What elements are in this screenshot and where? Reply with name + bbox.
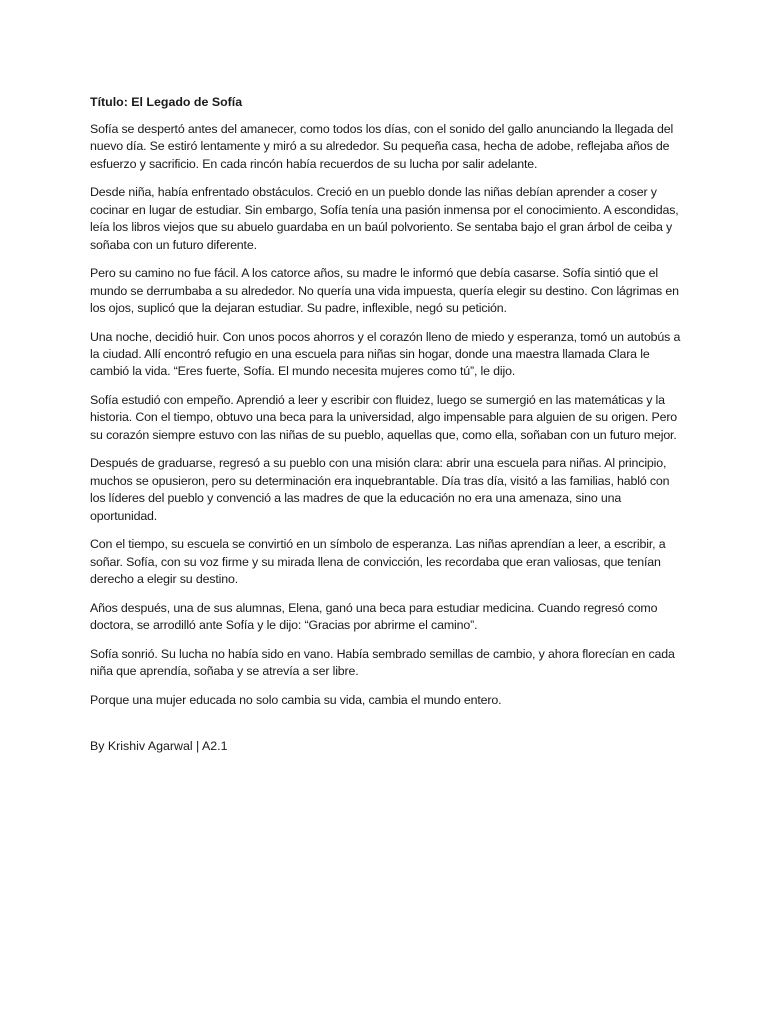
paragraph-6: Después de graduarse, regresó a su pueblo con una misión clara: abrir una escuela para niñas. Al principio, muchos se opusieron, pero su determinación era inquebrantable. Día tras día, visitó a las familias, habló con los líderes del pueblo y convenció a las madres de que la educación no era una amenaza, sino una oportunidad.: [90, 456, 670, 523]
paragraph-2: Desde niña, había enfrentado obstáculos. Creció en un pueblo donde las niñas debían aprender a coser y cocinar en lugar de estudiar. Sin embargo, Sofía tenía una pasión inmensa por el conocimiento. A escondidas, leía los libros viejos que su abuelo guardaba en un baúl polvoriento. Se sentaba bajo el gran árbol de ceiba y soñaba con un futuro diferente.: [90, 185, 679, 252]
document-title: Título: El Legado de Sofía: [90, 95, 243, 109]
paragraph-3: Pero su camino no fue fácil. A los catorce años, su madre le informó que debía casarse. Sofía sintió que el mundo se derrumbaba a su alrededor. No quería una vida impuesta, quería elegir su destino. Con lágrimas en los ojos, suplicó que la dejaran estudiar. Su padre, inflexible, negó su petición.: [90, 266, 679, 316]
paragraph-5: Sofía estudió con empeño. Aprendió a leer y escribir con fluidez, luego se sumergió en las matemáticas y la historia. Con el tiempo, obtuvo una beca para la universidad, algo impensable para alguien de su origen. Pero su corazón siempre estuvo con las niñas de su pueblo, aquellas que, como ella, soñaban con un futuro mejor.: [90, 393, 678, 442]
paragraph-7: Con el tiempo, su escuela se convirtió en un símbolo de esperanza. Las niñas aprendían a leer, a escribir, a soñar. Sofía, con su voz firme y su mirada llena de convicción, les recordaba que eran valiosas, que tenían derecho a elegir su destino.: [90, 537, 666, 587]
paragraph-4: Una noche, decidió huir. Con unos pocos ahorros y el corazón lleno de miedo y esperanza, tomó un autobús a la ciudad. Allí encontró refugio en una escuela para niñas sin hogar, donde una maestra llamada Clara le cambió la vida. “Eres fuerte, Sofía. El mundo necesita mujeres como tú”, le dijo.: [90, 329, 681, 379]
document-page: [90, 94, 686, 755]
paragraph-1: Sofía se despertó antes del amanecer, como todos los días, con el sonido del gallo anunciando la llegada del nuevo día. Se estiró lentamente y miró a su alrededor. Su pequeña casa, hecha de adobe, reflejaba años de esfuerzo y sacrificio. En cada rincón había recuerdos de su lucha por salir adelante.: [90, 122, 674, 171]
paragraph-9: Sofía sonrió. Su lucha no había sido en vano. Había sembrado semillas de cambio, y ahora florecían en cada niña que aprendía, soñaba y se atrevía a ser libre.: [90, 646, 675, 679]
paragraph-8: Años después, una de sus alumnas, Elena, ganó una beca para estudiar medicina. Cuando regresó como doctora, se arrodilló ante Sofía y le dijo: “Gracias por abrirme el camino”.: [90, 600, 658, 633]
author-signature: By Krishiv Agarwal | A2.1: [90, 739, 228, 754]
paragraph-10: Porque una mujer educada no solo cambia su vida, cambia el mundo entero.: [90, 692, 502, 707]
